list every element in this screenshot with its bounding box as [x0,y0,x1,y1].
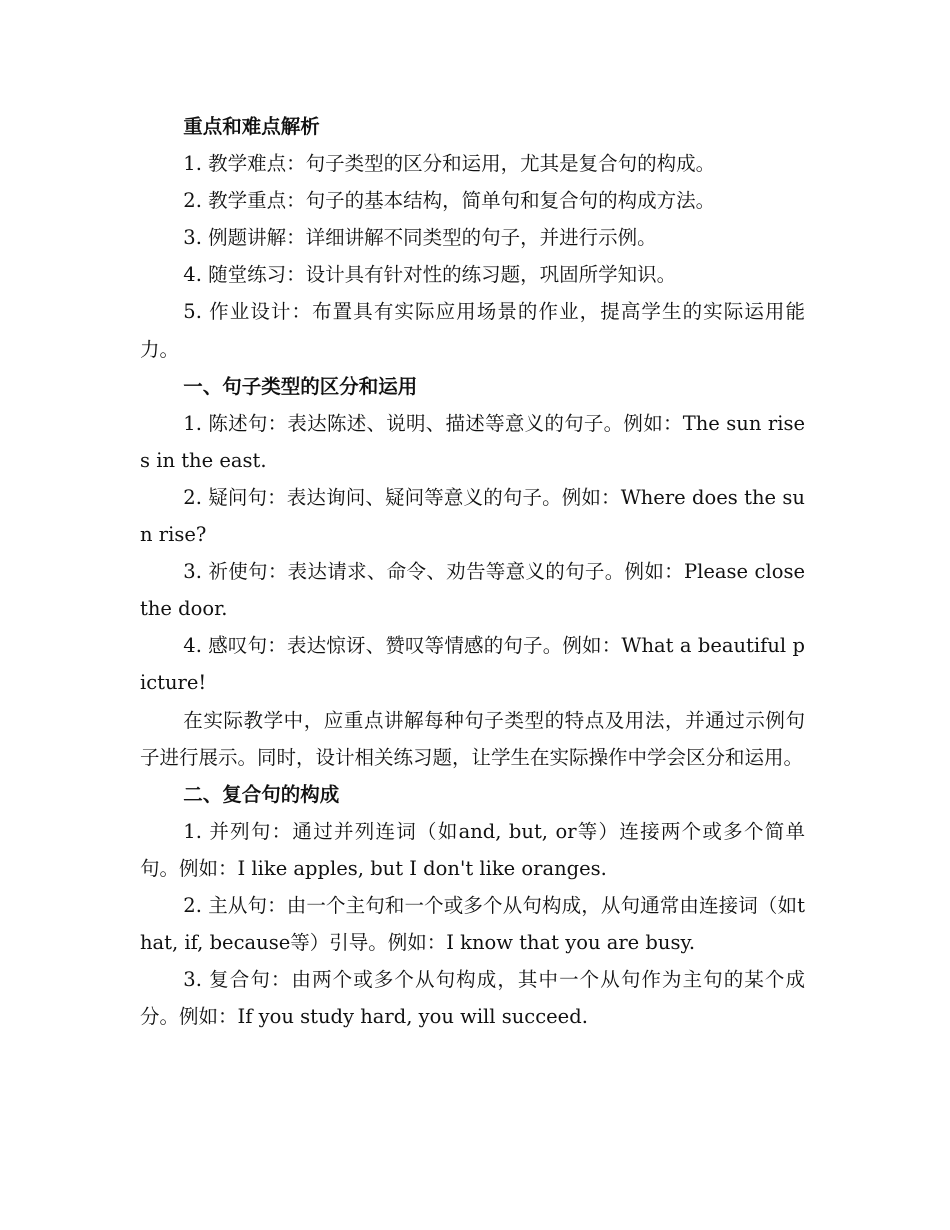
paragraph: 3. 复合句：由两个或多个从句构成，其中一个从句作为主句的某个成分。例如：If you study hard, you will succeed. [140,968,805,1029]
paragraph: 5. 作业设计：布置具有实际应用场景的作业，提高学生的实际运用能力。 [140,300,805,361]
section-heading-compound: 二、复合句的构成 [183,782,340,806]
paragraph: 4. 随堂练习：设计具有针对性的练习题，巩固所学知识。 [183,263,677,287]
paragraph: 1. 教学难点：句子类型的区分和运用，尤其是复合句的构成。 [183,152,716,176]
document-page [140,108,805,1035]
section-heading-key-points: 重点和难点解析 [183,115,320,138]
paragraph: 1. 陈述句：表达陈述、说明、描述等意义的句子。例如：The sun rises in the east. [140,411,805,472]
paragraph-summary: 在实际教学中，应重点讲解每种句子类型的特点及用法，并通过示例句子进行展示。同时，设计相关练习题，让学生在实际操作中学会区分和运用。 [140,708,805,769]
paragraph: 2. 主从句：由一个主句和一个或多个从句构成，从句通常由连接词（如that, if, because等）引导。例如：I know that you are busy. [140,893,805,955]
paragraph: 1. 并列句：通过并列连词（如and, but, or等）连接两个或多个简单句。例如：I like apples, but I don't like oranges. [140,819,805,880]
paragraph: 3. 例题讲解：详细讲解不同类型的句子，并进行示例。 [183,226,657,250]
section-heading-sentence-types: 一、句子类型的区分和运用 [183,374,418,398]
paragraph: 3. 祈使句：表达请求、命令、劝告等意义的句子。例如：Please close the door. [140,560,805,621]
paragraph: 4. 感叹句：表达惊讶、赞叹等情感的句子。例如：What a beautiful picture! [140,634,805,695]
paragraph: 2. 疑问句：表达询问、疑问等意义的句子。例如：Where does the sun rise? [140,485,805,547]
paragraph: 2. 教学重点：句子的基本结构，简单句和复合句的构成方法。 [183,189,716,213]
